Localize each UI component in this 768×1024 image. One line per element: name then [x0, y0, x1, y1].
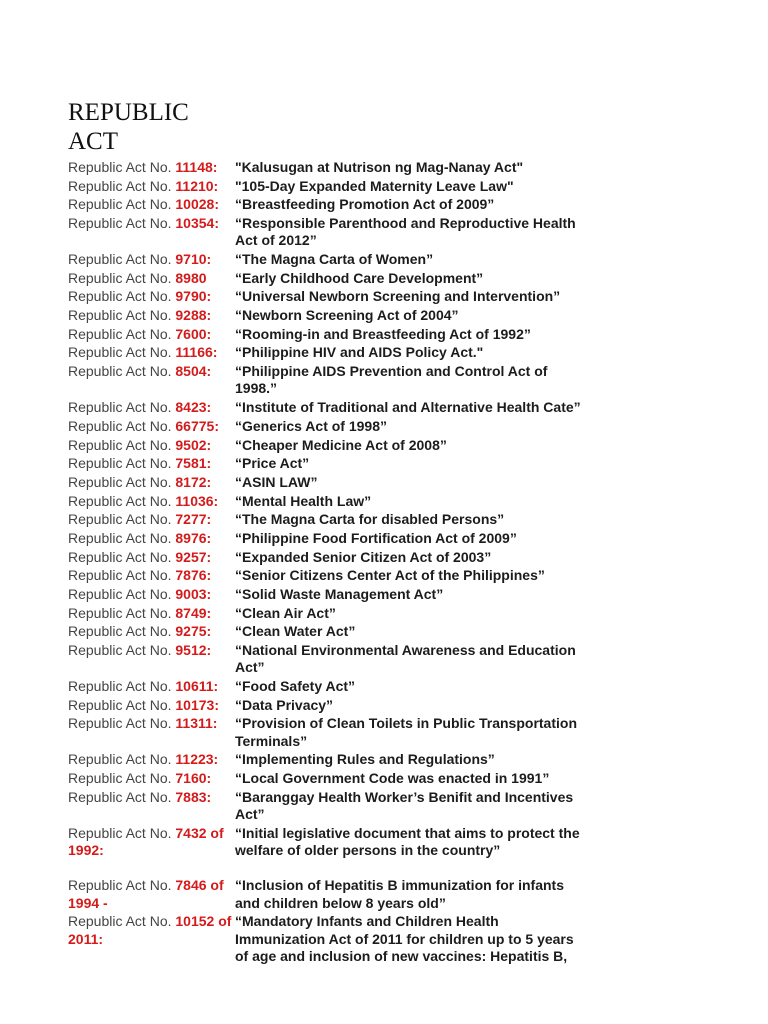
act-number: 11166:: [175, 344, 218, 361]
act-prefix: Republic Act No.: [68, 436, 172, 453]
act-prefix: Republic Act No.: [68, 604, 172, 621]
act-description: “ASIN LAW”: [235, 473, 318, 490]
act-prefix: Republic Act No.: [68, 196, 172, 213]
act-prefix: Republic Act No.: [68, 548, 172, 565]
act-description: “Early Childhood Care Development”: [235, 269, 484, 286]
act-number: 11210:: [175, 177, 219, 194]
act-prefix: Republic Act No.: [68, 492, 172, 509]
act-prefix: Republic Act No.: [68, 307, 172, 324]
act-description: “Implementing Rules and Regulations”: [235, 751, 495, 768]
act-description: “The Magna Carta of Women”: [235, 251, 434, 268]
act-label: [68, 251, 235, 268]
act-row: [68, 642, 598, 677]
act-number: 10611:: [175, 678, 219, 695]
document-page: [68, 98, 598, 967]
act-description: “Responsible Parenthood and Reproductive Health Act of 2012”: [235, 215, 576, 249]
act-prefix: Republic Act No.: [68, 215, 172, 232]
act-description: “Clean Water Act”: [235, 623, 356, 640]
act-number: 10028:: [175, 196, 219, 213]
act-number: 7600:: [175, 325, 212, 342]
act-label: [68, 326, 235, 343]
act-number: 9502:: [175, 436, 212, 453]
page-title: REPUBLIC ACT: [68, 99, 189, 155]
act-label: [68, 307, 235, 324]
act-description: “Expanded Senior Citizen Act of 2003”: [235, 548, 492, 565]
act-description: “Initial legislative document that aims to protect the welfare of older persons in the country”: [235, 824, 580, 859]
act-number: 8749:: [175, 604, 212, 621]
act-row: [68, 196, 598, 213]
act-label: [68, 530, 235, 547]
act-number: 66775:: [175, 417, 219, 434]
act-label: [68, 215, 235, 250]
act-label: [68, 642, 235, 677]
act-row: [68, 715, 598, 750]
act-number: 9275:: [175, 623, 212, 640]
act-number: 11223:: [175, 751, 219, 768]
act-description: “Price Act”: [235, 455, 310, 472]
act-row: [68, 326, 598, 343]
act-label: [68, 605, 235, 622]
act-row: [68, 678, 598, 695]
act-row: [68, 549, 598, 566]
act-row: [68, 913, 598, 965]
act-label: [68, 751, 235, 768]
act-row: [68, 770, 598, 787]
act-number: 8980: [175, 269, 207, 286]
act-label: [68, 196, 235, 213]
act-row: [68, 418, 598, 435]
act-description: “Mental Health Law”: [235, 492, 372, 509]
act-description: “Universal Newborn Screening and Intervention”: [235, 288, 561, 305]
act-description: “Clean Air Act”: [235, 604, 336, 621]
act-row: [68, 288, 598, 305]
act-number: 9003:: [175, 586, 212, 603]
act-number: 7277:: [175, 511, 212, 528]
act-row: [68, 751, 598, 768]
act-description: “The Magna Carta for disabled Persons”: [235, 511, 505, 528]
act-number: 9790:: [175, 288, 212, 305]
act-prefix: Republic Act No.: [68, 455, 172, 472]
act-description: “Local Government Code was enacted in 1991”: [235, 770, 550, 787]
act-label: [68, 455, 235, 472]
act-prefix: Republic Act No.: [68, 715, 172, 732]
act-label: [68, 437, 235, 454]
act-label: [68, 567, 235, 584]
act-description: “Philippine Food Fortification Act of 2009”: [235, 529, 517, 546]
act-row: [68, 270, 598, 287]
act-label: [68, 586, 235, 603]
act-label: [68, 623, 235, 640]
act-row: [68, 399, 598, 416]
act-description: “Philippine AIDS Prevention and Control Act of 1998.”: [235, 363, 548, 397]
act-prefix: Republic Act No.: [68, 586, 172, 603]
act-description: “Data Privacy”: [235, 696, 334, 713]
act-number: 7883:: [175, 788, 212, 805]
act-row: [68, 623, 598, 640]
act-number: 7846 of 1994 -: [68, 877, 224, 911]
act-prefix: Republic Act No.: [68, 473, 172, 490]
act-number: 7876:: [175, 567, 212, 584]
act-number: 7160:: [175, 770, 212, 787]
act-prefix: Republic Act No.: [68, 770, 172, 787]
act-row: [68, 437, 598, 454]
act-label: [68, 697, 235, 714]
act-label: [68, 678, 235, 695]
act-row: [68, 493, 598, 510]
act-row: [68, 586, 598, 603]
act-prefix: Republic Act No.: [68, 751, 172, 768]
act-prefix: Republic Act No.: [68, 363, 172, 380]
act-prefix: Republic Act No.: [68, 824, 172, 841]
act-row: [68, 511, 598, 528]
act-label: [68, 474, 235, 491]
act-number: 8504:: [175, 363, 212, 380]
act-row: [68, 474, 598, 491]
act-number: 11311:: [175, 715, 218, 732]
act-description: “Inclusion of Hepatitis B immunization for infants and children below 8 years old”: [235, 877, 565, 911]
act-row: [68, 877, 598, 912]
act-prefix: Republic Act No.: [68, 788, 172, 805]
act-number: 10354:: [175, 215, 219, 232]
act-prefix: Republic Act No.: [68, 177, 172, 194]
act-label: [68, 715, 235, 750]
act-number: 10152 of 2011:: [68, 913, 232, 947]
act-number: 8423:: [175, 399, 212, 416]
act-label: [68, 288, 235, 305]
act-label: [68, 789, 235, 824]
act-row: [68, 363, 598, 398]
act-description: “National Environmental Awareness and Education Act”: [235, 642, 576, 676]
act-label: [68, 493, 235, 510]
act-label: [68, 270, 235, 287]
act-description: “Newborn Screening Act of 2004”: [235, 307, 459, 324]
act-description: “Baranggay Health Worker’s Benifit and Incentives Act”: [235, 788, 574, 823]
act-description: “Mandatory Infants and Children Health Immunization Act of 2011 for children up to 5 years of age and inclusion of new vaccines: Hepatitis B,: [235, 913, 574, 964]
act-row: [68, 567, 598, 584]
act-prefix: Republic Act No.: [68, 877, 172, 894]
act-prefix: Republic Act No.: [68, 511, 172, 528]
act-description: “Generics Act of 1998”: [235, 417, 387, 434]
act-label: [68, 159, 235, 176]
act-label: [68, 770, 235, 787]
act-description: “Provision of Clean Toilets in Public Transportation Terminals”: [235, 715, 578, 749]
act-row: [68, 251, 598, 268]
act-description: “Rooming-in and Breastfeeding Act of 1992”: [235, 325, 531, 342]
act-label: [68, 399, 235, 416]
act-number: 7581:: [175, 455, 212, 472]
act-number: 9710:: [175, 251, 212, 268]
act-number: 8976:: [175, 529, 212, 546]
act-label: [68, 178, 235, 195]
act-number: 9257:: [175, 548, 212, 565]
act-prefix: Republic Act No.: [68, 913, 172, 930]
act-description: “Institute of Traditional and Alternative Health Cate”: [235, 399, 581, 416]
act-label: [68, 549, 235, 566]
act-prefix: Republic Act No.: [68, 251, 172, 268]
act-label: [68, 418, 235, 435]
act-row: [68, 697, 598, 714]
act-prefix: Republic Act No.: [68, 399, 172, 416]
act-prefix: Republic Act No.: [68, 288, 172, 305]
act-row: [68, 178, 598, 195]
act-prefix: Republic Act No.: [68, 344, 172, 361]
act-label: [68, 344, 235, 361]
act-row: [68, 215, 598, 250]
act-number: 7432 of 1992:: [68, 824, 224, 859]
act-prefix: Republic Act No.: [68, 696, 172, 713]
act-row: [68, 530, 598, 547]
act-number: 8172:: [175, 473, 212, 490]
act-prefix: Republic Act No.: [68, 417, 172, 434]
act-label: [68, 913, 235, 965]
act-row: [68, 605, 598, 622]
act-description: "Kalusugan at Nutrison ng Mag-Nanay Act": [235, 159, 524, 175]
act-description: "105-Day Expanded Maternity Leave Law": [235, 177, 514, 194]
act-prefix: Republic Act No.: [68, 529, 172, 546]
act-row: [68, 789, 598, 824]
acts-list: [68, 159, 598, 965]
act-prefix: Republic Act No.: [68, 678, 172, 695]
act-prefix: Republic Act No.: [68, 623, 172, 640]
act-label: [68, 363, 235, 398]
act-number: 10173:: [175, 696, 219, 713]
act-prefix: Republic Act No.: [68, 325, 172, 342]
act-label: [68, 511, 235, 528]
act-description: “Solid Waste Management Act”: [235, 586, 444, 603]
act-prefix: Republic Act No.: [68, 642, 172, 659]
act-description: “Senior Citizens Center Act of the Philippines”: [235, 567, 545, 584]
act-prefix: Republic Act No.: [68, 567, 172, 584]
act-label: [68, 825, 235, 860]
act-prefix: Republic Act No.: [68, 159, 172, 175]
act-row: [68, 344, 598, 361]
act-number: 11036:: [175, 492, 219, 509]
act-description: “Cheaper Medicine Act of 2008”: [235, 436, 447, 453]
act-description: “Food Safety Act”: [235, 678, 356, 695]
act-number: 9512:: [175, 642, 212, 659]
act-prefix: Republic Act No.: [68, 269, 172, 286]
act-description: “Philippine HIV and AIDS Policy Act.": [235, 344, 484, 361]
act-row: [68, 307, 598, 324]
act-number: 9288:: [175, 307, 212, 324]
act-row: [68, 159, 598, 176]
act-label: [68, 877, 235, 912]
act-row: [68, 455, 598, 472]
act-number: 11148:: [175, 159, 218, 175]
act-row: [68, 825, 598, 860]
act-description: “Breastfeeding Promotion Act of 2009”: [235, 196, 495, 213]
